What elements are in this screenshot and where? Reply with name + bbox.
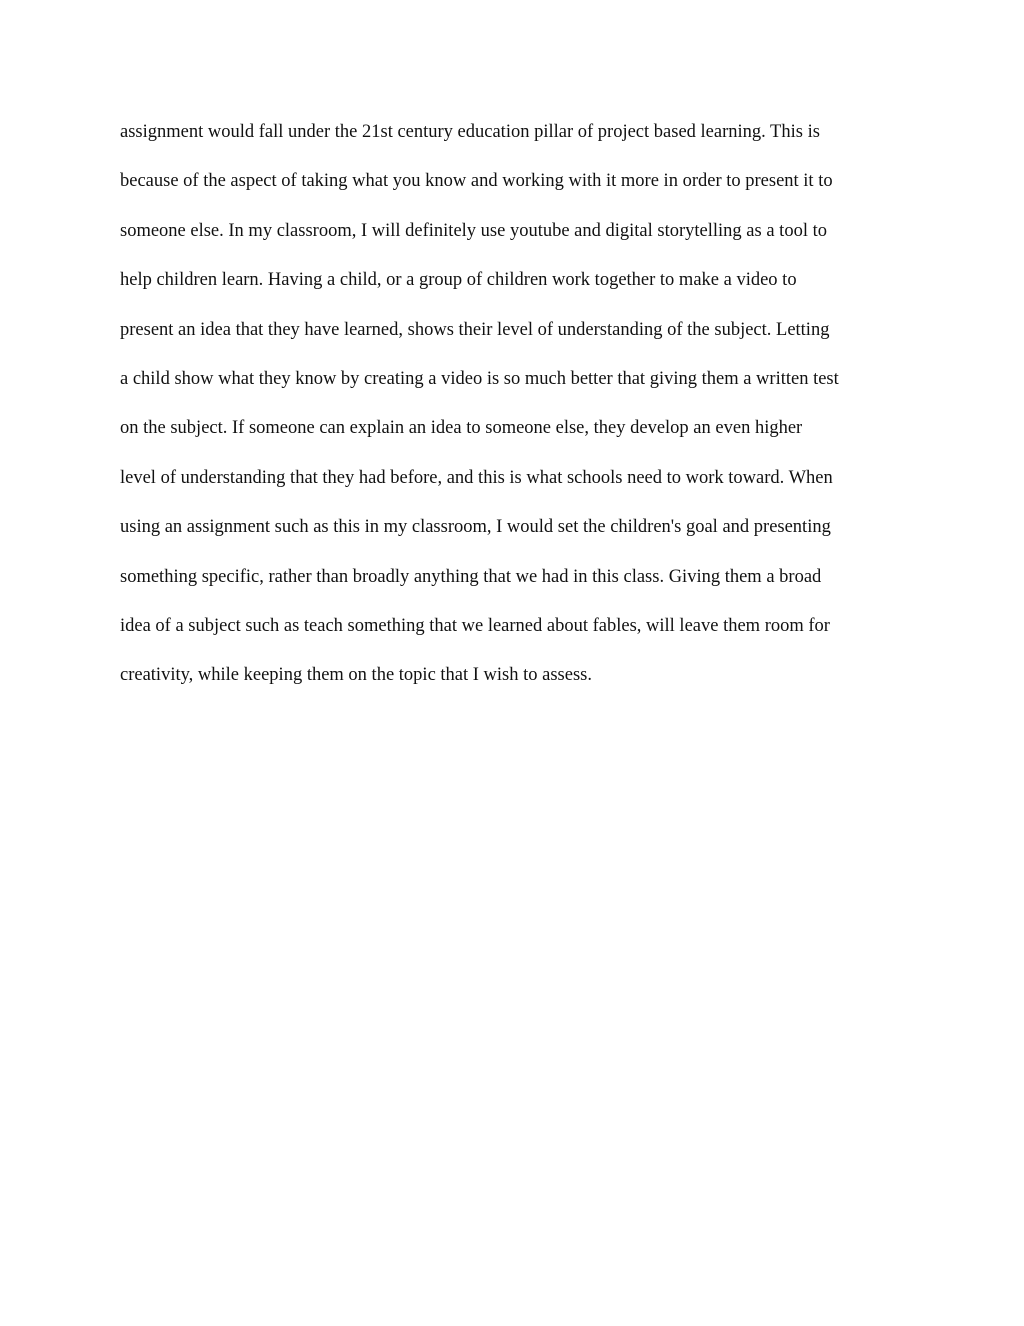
paragraph-line-9: using an assignment such as this in my classroom, I would set the children's goal and presenting bbox=[120, 517, 831, 538]
paragraph-line-3: someone else. In my classroom, I will definitely use youtube and digital storytelling as a tool to bbox=[120, 220, 827, 241]
paragraph-line-12: creativity, while keeping them on the topic that I wish to assess. bbox=[120, 665, 592, 686]
paragraph-line-8: level of understanding that they had before, and this is what schools need to work toward. When bbox=[120, 467, 833, 488]
paragraph-line-11: idea of a subject such as teach something that we learned about fables, will leave them room for bbox=[120, 615, 830, 636]
paragraph-line-10: something specific, rather than broadly anything that we had in this class. Giving them a broad bbox=[120, 566, 822, 587]
paragraph-line-4: help children learn. Having a child, or a group of children work together to make a video to bbox=[120, 270, 797, 291]
body-paragraph bbox=[120, 108, 910, 701]
paragraph-line-7: on the subject. If someone can explain an idea to someone else, they develop an even higher bbox=[120, 418, 803, 439]
paragraph-line-2: because of the aspect of taking what you know and working with it more in order to present it to bbox=[120, 171, 833, 192]
paragraph-line-5: present an idea that they have learned, shows their level of understanding of the subject. Letting bbox=[120, 319, 830, 340]
paragraph-line-1: assignment would fall under the 21st century education pillar of project based learning. This is bbox=[120, 122, 820, 142]
paragraph-line-6: a child show what they know by creating a video is so much better that giving them a written test bbox=[120, 368, 839, 389]
